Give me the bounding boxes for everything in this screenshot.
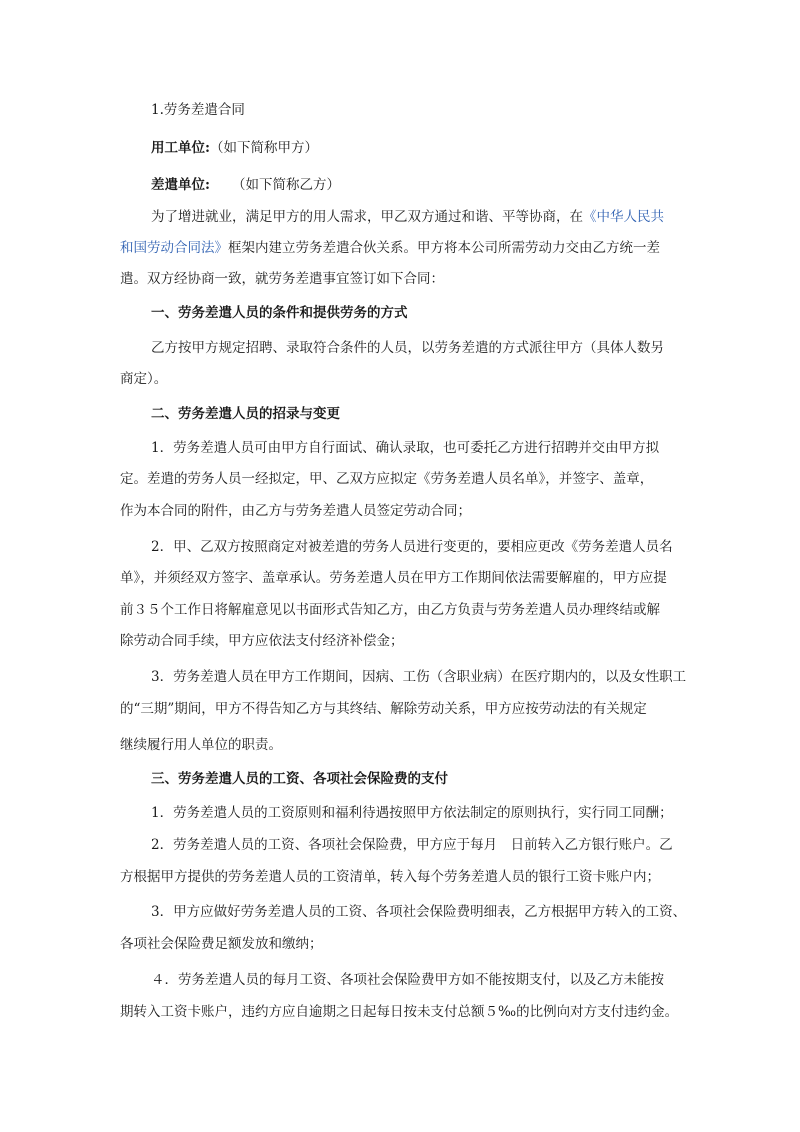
section2-item2-line: 前３５个工作日将解雇意见以书面形式告知乙方，由乙方负责与劳务差遣人员办理终结或解 (120, 602, 660, 618)
section1-line: 商定）。 (120, 371, 168, 387)
intro-line-1 (151, 207, 664, 227)
employer-label: 用工单位: (151, 140, 210, 156)
dispatcher-label: 差遣单位: (151, 177, 210, 193)
dispatcher-line (151, 175, 340, 195)
section3-item4-line: 期转入工资卡账户，违约方应自逾期之日起每日按未支付总额５‰的比例向对方支付违约金。 (120, 1004, 679, 1020)
section2-item3-line: 继续履行用人单位的职责。 (120, 737, 282, 753)
section2-item3-line: 的“三期”期间，甲方不得告知乙方与其终结、解除劳动关系，甲方应按劳动法的有关规定 (120, 701, 647, 717)
employer-note: （如下简称甲方） (209, 140, 318, 156)
section3-item3-line: 各项社会保险费足额发放和缴纳； (120, 936, 323, 952)
labor-contract-law-link-cont[interactable]: 和国劳动合同法》 (120, 240, 228, 256)
labor-contract-law-link[interactable]: 《中华人民共 (583, 209, 664, 225)
section2-item1-line: 定。差遣的劳务人员一经拟定，甲、乙双方应拟定《劳务差遣人员名单》，并签字、盖章， (120, 471, 654, 487)
section3-heading: 三、劳务差遣人员的工资、各项社会保险费的支付 (151, 771, 448, 787)
section2-item1-line: 作为本合同的附件，由乙方与劳务差遣人员签定劳动合同； (120, 503, 471, 519)
section3-item4-line: ４．劳务差遣人员的每月工资、各项社会保险费甲方如不能按期支付，以及乙方未能按 (151, 972, 664, 988)
intro-text: 框架内建立劳务差遣合伙关系。甲方将本公司所需劳动力交由乙方统一差 (228, 240, 660, 256)
intro-line-3: 遣。双方经协商一致，就劳务差遣事宜签订如下合同： (120, 271, 444, 287)
employer-line (151, 138, 318, 158)
section3-item2-line: 2．劳务差遣人员的工资、各项社会保险费，甲方应于每月 日前转入乙方银行账户。乙 (151, 837, 673, 853)
section2-item2-line: 除劳动合同手续，甲方应依法支付经济补偿金； (120, 633, 404, 649)
section2-heading: 二、劳务差遣人员的招录与变更 (151, 406, 340, 422)
section1-heading: 一、劳务差遣人员的条件和提供劳务的方式 (151, 305, 408, 321)
document-title: 1.劳务差遣合同 (151, 102, 245, 118)
section2-item1-line: 1．劳务差遣人员可由甲方自行面试、确认录取，也可委托乙方进行招聘并交由甲方拟 (151, 440, 660, 456)
section3-item1-line: 1．劳务差遣人员的工资原则和福利待遇按照甲方依法制定的原则执行，实行同工同酬； (151, 805, 673, 821)
section2-item2-line: 单》，并须经双方签字、盖章承认。劳务差遣人员在甲方工作期间依法需要解雇的，甲方应提 (120, 570, 667, 586)
section3-item3-line: 3．甲方应做好劳务差遣人员的工资、各项社会保险费明细表，乙方根据甲方转入的工资、 (151, 904, 687, 920)
section3-item2-line: 方根据甲方提供的劳务差遣人员的工资清单，转入每个劳务差遣人员的银行工资卡账户内； (120, 869, 660, 885)
section1-line: 乙方按甲方规定招聘、录取符合条件的人员，以劳务差遣的方式派往甲方（具体人数另 (151, 340, 664, 356)
intro-text: 为了增进就业，满足甲方的用人需求，甲乙双方通过和谐、平等协商，在 (151, 209, 583, 225)
section2-item2-line: 2．甲、乙双方按照商定对被差遣的劳务人员进行变更的，要相应更改《劳务差遣人员名 (151, 539, 673, 555)
dispatcher-note: （如下简称乙方） (231, 177, 340, 193)
section2-item3-line: 3．劳务差遣人员在甲方工作期间，因病、工伤（含职业病）在医疗期内的，以及女性职工 (151, 669, 687, 685)
intro-line-2 (120, 238, 660, 258)
